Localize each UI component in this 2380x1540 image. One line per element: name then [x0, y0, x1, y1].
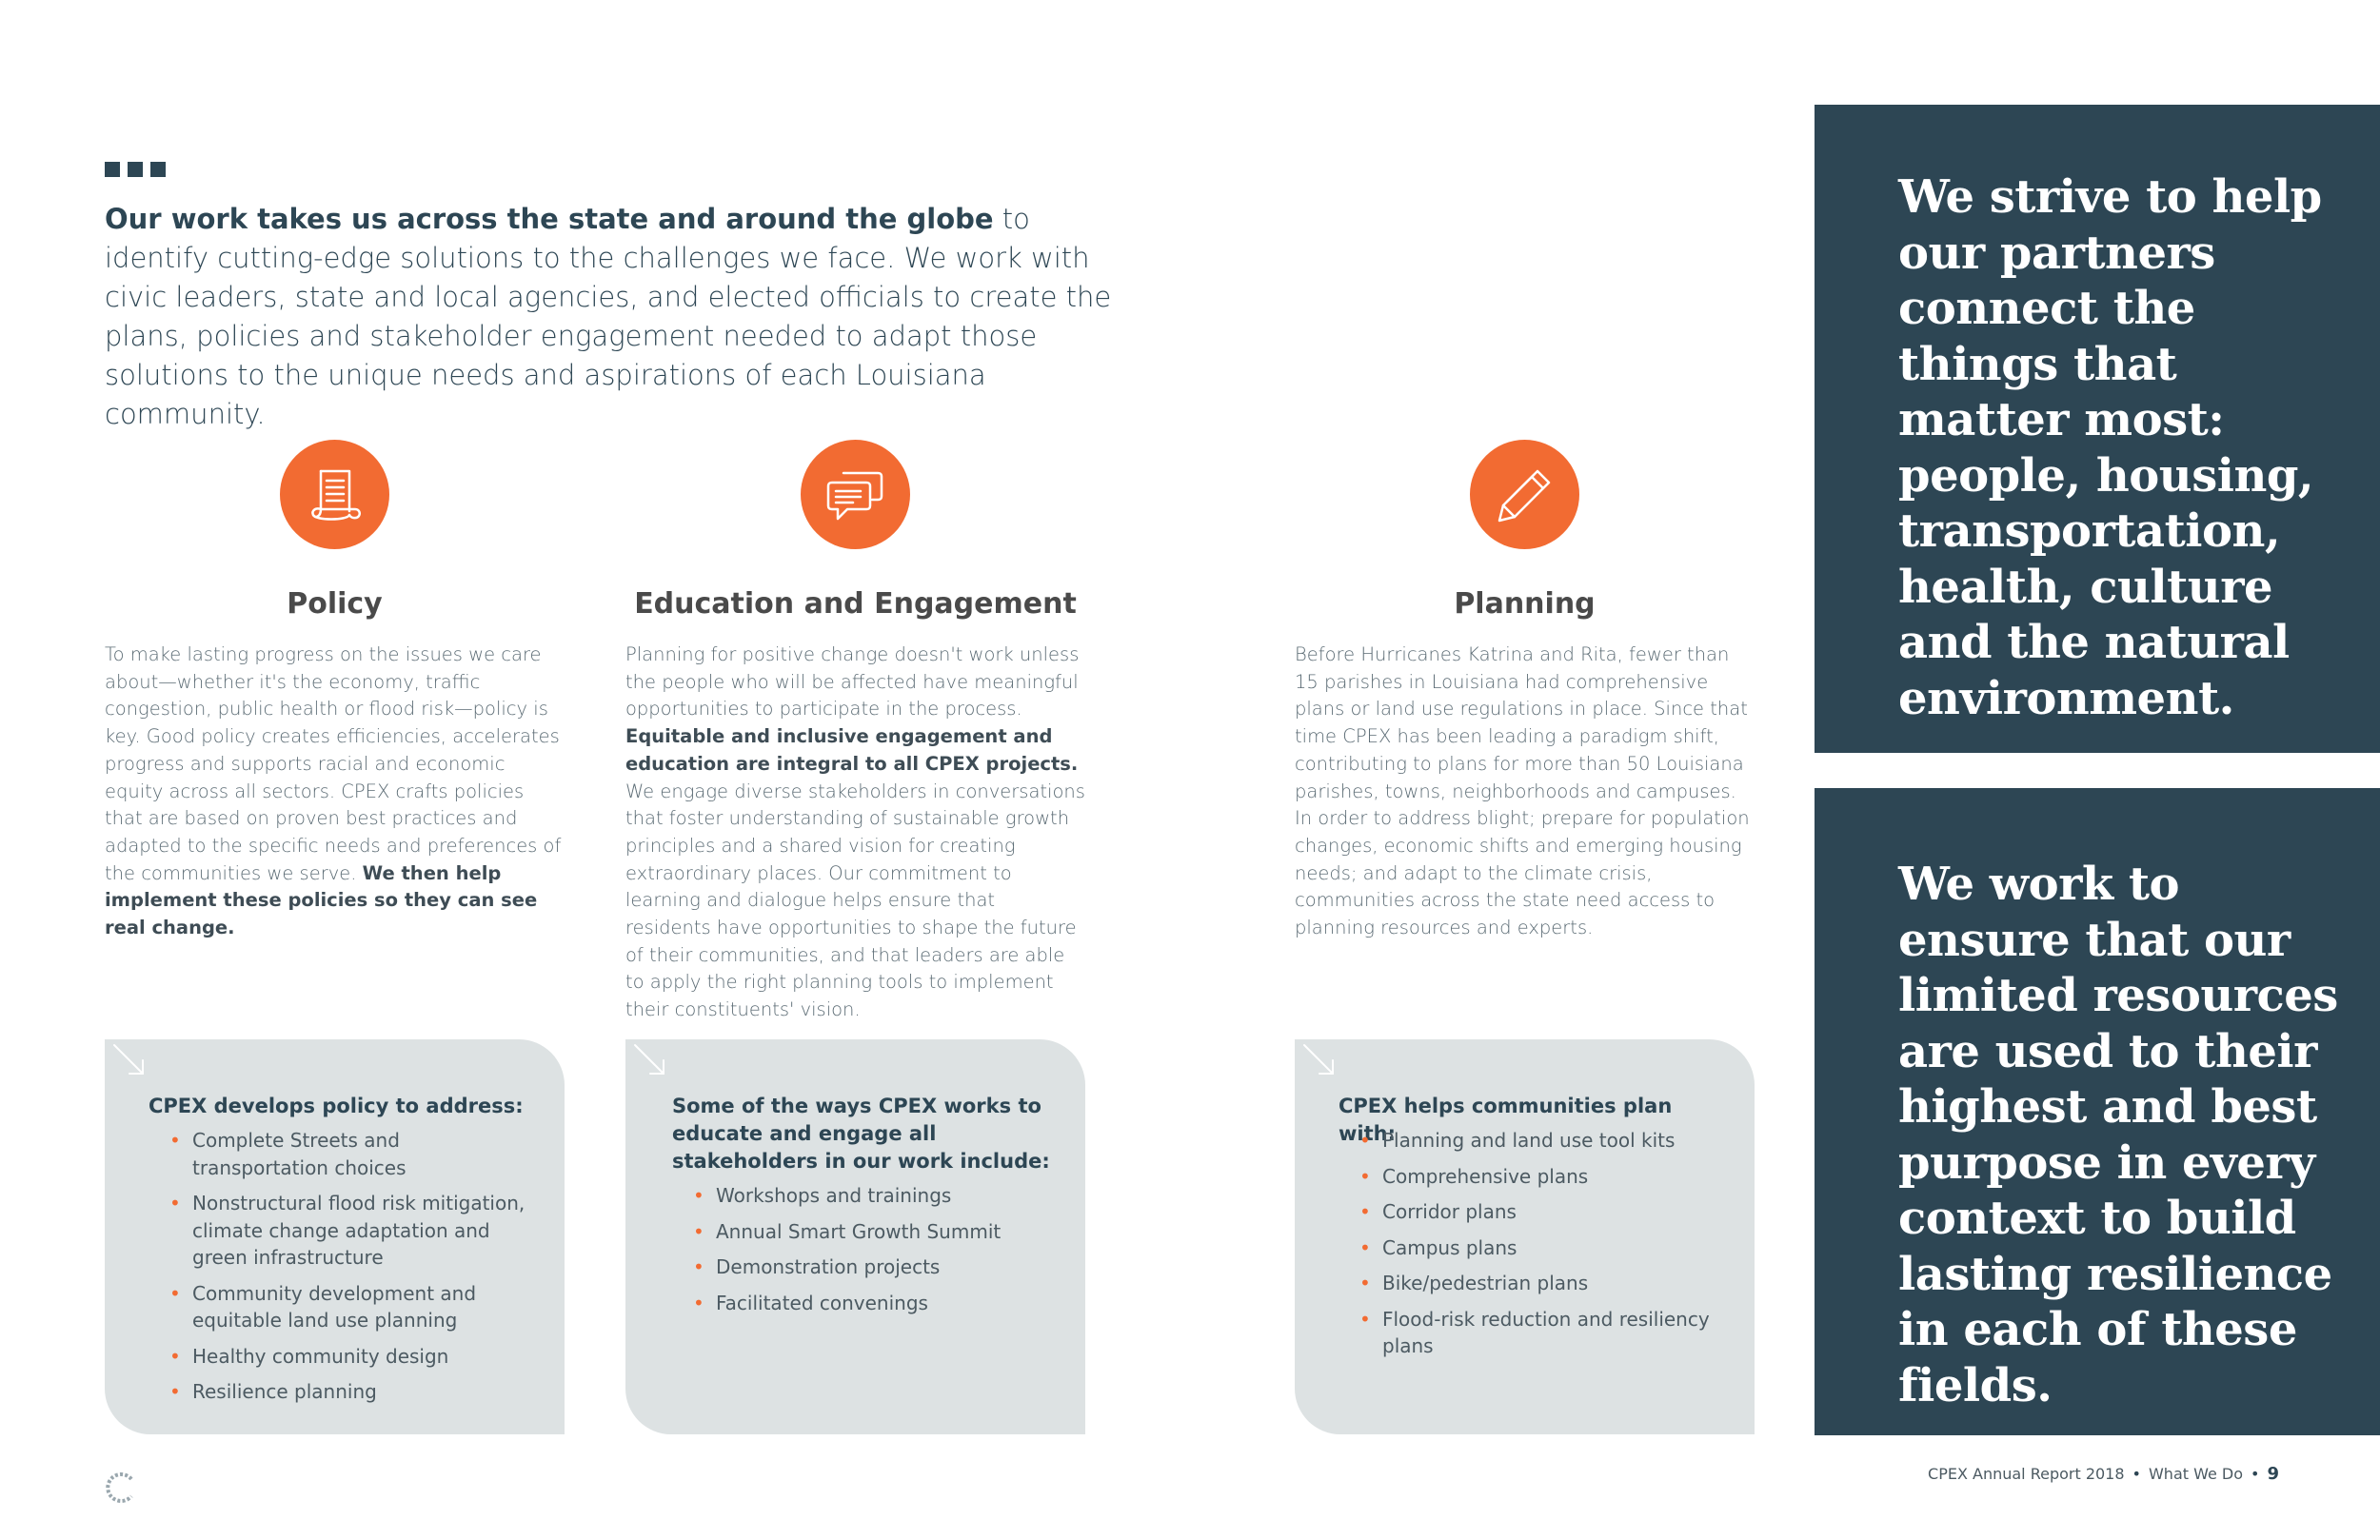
list-item: • Demonstration projects: [672, 1254, 1057, 1281]
arrow-down-right-icon: [110, 1041, 149, 1079]
list-item: • Corridor plans: [1339, 1198, 1726, 1226]
policy-card-heading: CPEX develops policy to address:: [149, 1095, 524, 1117]
square: [105, 162, 120, 177]
decorative-squares: [105, 162, 166, 177]
planning-title: Planning: [1454, 587, 1596, 621]
list-item: • Community development and equitable land use planning: [149, 1280, 536, 1334]
policy-body-text: To make lasting progress on the issues we care about—whether it's the economy, traffic congestion, public health or flood risk—policy is key. Good policy creates efficiencies, accelerates progress and supports racial and economic equity across all sectors. CPEX crafts policies that are based on proven best practices and adapted to the specific needs and preferences of the communities we serve.: [105, 643, 562, 884]
page-footer: [1928, 1464, 2279, 1484]
policy-card-list: [149, 1127, 536, 1414]
list-item: • Resilience planning: [149, 1378, 536, 1406]
planning-card-heading: CPEX helps communities plan with:: [1339, 1095, 1673, 1145]
education-card: [625, 1039, 1085, 1434]
cpex-logo-icon: [103, 1471, 137, 1505]
intro-rest: to identify cutting-edge solutions to the challenges we face. We work with civic leaders, state and local agencies, and elected officials to create the plans, policies and stakeholder engagement needed to adapt those solutions to the unique needs and aspirations of each Louisiana community.: [105, 203, 1112, 430]
pencil-icon: [1470, 440, 1579, 549]
education-title: Education and Engagement: [634, 587, 1077, 621]
quote-bottom-text: We work to ensure that our limited resources are used to their highest and best purpose in every context to build lasting resilience in each of these fields.: [1898, 858, 2338, 1412]
intro-paragraph: [105, 200, 1114, 434]
list-item: • Complete Streets and transportation choices: [149, 1127, 536, 1181]
list-item: • Flood-risk reduction and resiliency plans: [1339, 1306, 1726, 1360]
education-body-text-2: We engage diverse stakeholders in conversations that foster understanding of sustainable growth principles and a shared vision for creating extraordinary places. Our commitment to learning and dialogue helps ensure that residents have opportunities to shape the future of their communities, and that leaders are able to apply the right planning tools to implement their constituents' vision.: [625, 780, 1085, 1021]
arrow-down-right-icon: [1300, 1041, 1339, 1079]
intro-lead: Our work takes us across the state and around the globe: [105, 203, 994, 235]
policy-body-bold: We then help implement these policies so they can see real change.: [105, 861, 538, 939]
planning-card: [1295, 1039, 1755, 1434]
planning-body: Before Hurricanes Katrina and Rita, fewer than 15 parishes in Louisiana had comprehensive plans or land use regulations in place. Since that time CPEX has been leading a paradigm shift, contributing to plans for more than 50 Louisiana parishes, towns, neighborhoods and campuses. In order to address blight; prepare for population changes, economic shifts and emerging housing needs; and adapt to the climate crisis, communities across the state need access to planning resources and experts.: [1295, 643, 1750, 939]
quote-panel-top: [1815, 105, 2380, 753]
footer-separator: •: [2251, 1465, 2260, 1483]
square: [150, 162, 166, 177]
list-item: • Annual Smart Growth Summit: [672, 1218, 1057, 1246]
chat-bubbles-icon: [801, 440, 910, 549]
policy-card: [105, 1039, 565, 1434]
list-item: • Healthy community design: [149, 1343, 536, 1371]
list-item: • Bike/pedestrian plans: [1339, 1270, 1726, 1297]
arrow-down-right-icon: [631, 1041, 669, 1079]
footer-report: CPEX Annual Report 2018: [1928, 1465, 2125, 1483]
policy-title: Policy: [287, 587, 383, 621]
planning-card-list: [1339, 1127, 1726, 1369]
list-item: • Workshops and trainings: [672, 1182, 1057, 1210]
list-item: • Facilitated convenings: [672, 1290, 1057, 1317]
education-body-bold: Equitable and inclusive engagement and education are integral to all CPEX projects.: [625, 725, 1079, 775]
list-item: • Campus plans: [1339, 1234, 1726, 1262]
scroll-document-icon: [280, 440, 389, 549]
list-item: • Comprehensive plans: [1339, 1163, 1726, 1191]
education-body: [625, 642, 1085, 1024]
quote-panel-bottom: [1815, 788, 2380, 1435]
page-number: 9: [2267, 1464, 2279, 1484]
footer-separator: •: [2132, 1465, 2141, 1483]
square: [128, 162, 143, 177]
list-item: • Nonstructural flood risk mitigation, climate change adaptation and green infrastructure: [149, 1190, 536, 1272]
education-card-list: [672, 1182, 1057, 1325]
quote-top-text: We strive to help our partners connect the things that matter most: people, housing, transportation, health, culture and the natural environment.: [1898, 170, 2322, 725]
education-body-text-1: Planning for positive change doesn't work unless the people who will be affected have meaningful opportunities to participate in the process.: [625, 643, 1080, 721]
footer-section: What We Do: [2148, 1465, 2244, 1483]
policy-body: [105, 642, 565, 942]
list-item: • Planning and land use tool kits: [1339, 1127, 1726, 1155]
education-card-heading: Some of the ways CPEX works to educate and engage all stakeholders in our work include:: [672, 1095, 1050, 1173]
